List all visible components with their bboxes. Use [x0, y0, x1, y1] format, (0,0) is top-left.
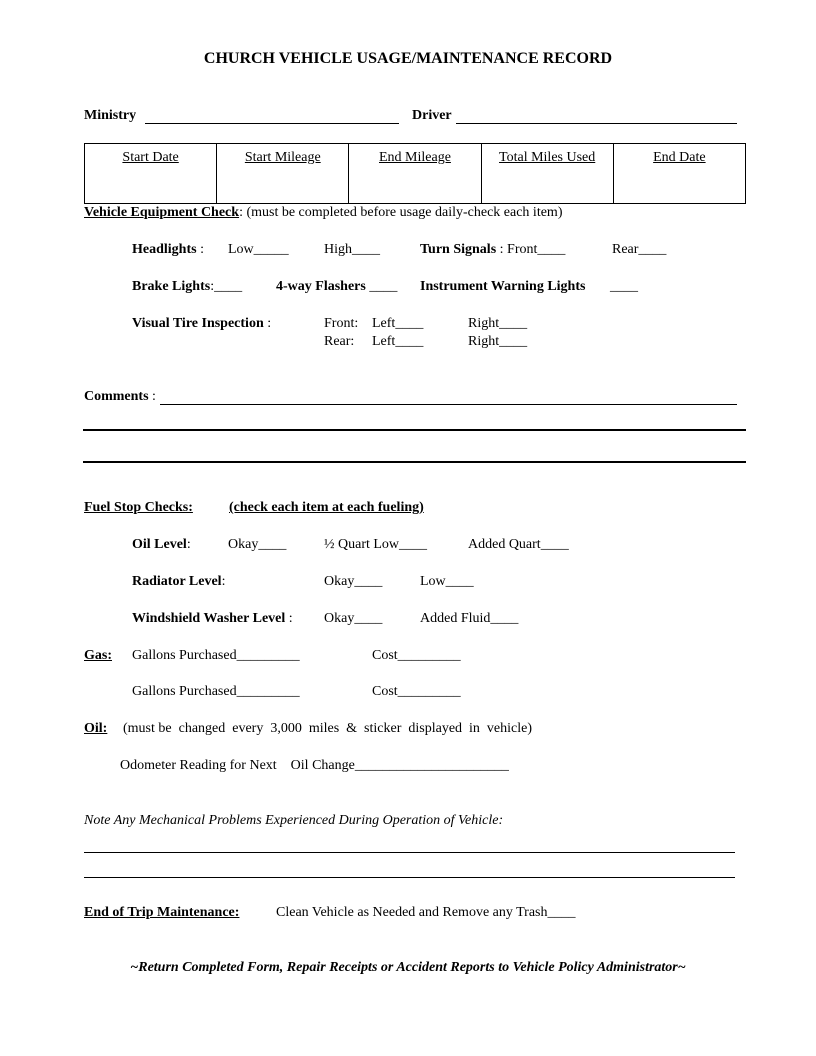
equipment-note: : (must be completed before usage daily-check each item) — [239, 205, 563, 220]
oil-level-group — [132, 537, 191, 553]
oil-half-quart-low[interactable]: ½ Quart Low____ — [324, 537, 428, 552]
gas-cost-1[interactable]: Cost_________ — [372, 648, 461, 663]
turn-signals-front[interactable]: : Front____ — [496, 242, 566, 257]
headlights-label: Headlights — [132, 242, 197, 257]
headlights-sep: : — [196, 242, 204, 257]
brake-lights-blank[interactable]: :____ — [210, 279, 243, 294]
headlights-low[interactable]: Low_____ — [228, 242, 289, 257]
washer-okay[interactable]: Okay____ — [324, 611, 383, 626]
tire-front-right[interactable]: Right____ — [468, 316, 528, 331]
tire-front-label: Front: — [324, 316, 359, 331]
column-header: Start Date — [122, 150, 179, 165]
tire-inspection-sep: : — [263, 316, 272, 331]
footer-instructions: ~Return Completed Form, Repair Receipts or Accident Reports to Vehicle Policy Administrator~ — [130, 960, 686, 975]
table-row — [85, 144, 746, 204]
radiator-label: Radiator Level — [132, 574, 222, 589]
turn-signals-label: Turn Signals — [420, 242, 497, 257]
column-header: Start Mileage — [244, 150, 321, 165]
ministry-field[interactable] — [145, 123, 399, 124]
fuel-note: (check each item at each fueling) — [229, 500, 424, 515]
comments-line-1[interactable] — [160, 404, 737, 405]
washer-sep: : — [285, 611, 293, 626]
end-of-trip-text[interactable]: Clean Vehicle as Needed and Remove any Trash____ — [276, 905, 576, 920]
oil-okay[interactable]: Okay____ — [228, 537, 287, 552]
flashers-group — [276, 279, 397, 295]
gas-cost-2[interactable]: Cost_________ — [372, 684, 461, 699]
turn-signals-group — [420, 242, 565, 258]
fuel-heading: Fuel Stop Checks: — [84, 500, 193, 515]
end-of-trip-label: End of Trip Maintenance: — [84, 905, 240, 920]
oil-level-label: Oil Level — [132, 537, 187, 552]
driver-label: Driver — [412, 108, 452, 123]
end-date-cell[interactable] — [613, 144, 745, 204]
warning-lights-blank[interactable]: ____ — [610, 279, 638, 294]
equipment-section-header — [84, 205, 562, 221]
mileage-table — [84, 143, 746, 204]
tire-inspection-group — [132, 316, 271, 332]
comments-line-2[interactable] — [83, 429, 746, 431]
oil-added-quart[interactable]: Added Quart____ — [468, 537, 569, 552]
mechanical-note: Note Any Mechanical Problems Experienced During Operation of Vehicle: — [84, 813, 504, 828]
flashers-label: 4-way Flashers — [276, 279, 366, 294]
radiator-sep: : — [221, 574, 226, 589]
start-date-cell[interactable] — [85, 144, 217, 204]
washer-group — [132, 611, 293, 627]
ministry-label: Ministry — [84, 108, 137, 123]
gas-label: Gas: — [84, 648, 112, 663]
end-mileage-cell[interactable] — [349, 144, 481, 204]
form-title: CHURCH VEHICLE USAGE/MAINTENANCE RECORD — [203, 50, 613, 67]
driver-field[interactable] — [456, 123, 737, 124]
washer-added-fluid[interactable]: Added Fluid____ — [420, 611, 519, 626]
turn-signals-rear[interactable]: Rear____ — [612, 242, 667, 257]
total-miles-cell[interactable] — [481, 144, 613, 204]
radiator-low[interactable]: Low____ — [420, 574, 474, 589]
brake-lights-group — [132, 279, 242, 295]
headlights-high[interactable]: High____ — [324, 242, 380, 257]
gas-gallons-1[interactable]: Gallons Purchased_________ — [132, 648, 300, 663]
odometer-next-oil-change[interactable]: Odometer Reading for Next Oil Change______________________ — [120, 758, 509, 773]
radiator-okay[interactable]: Okay____ — [324, 574, 383, 589]
tire-rear-label: Rear: — [324, 334, 355, 349]
tire-rear-right[interactable]: Right____ — [468, 334, 528, 349]
column-header: End Mileage — [379, 150, 451, 165]
flashers-blank[interactable]: ____ — [365, 279, 398, 294]
radiator-group — [132, 574, 225, 590]
column-header: End Date — [653, 150, 706, 165]
comments-label: Comments — [84, 389, 149, 404]
gas-gallons-2[interactable]: Gallons Purchased_________ — [132, 684, 300, 699]
washer-label: Windshield Washer Level — [132, 611, 286, 626]
tire-inspection-label: Visual Tire Inspection — [132, 316, 264, 331]
oil-note: (must be changed every 3,000 miles & sticker displayed in vehicle) — [123, 721, 533, 736]
warning-lights-label: Instrument Warning Lights — [420, 279, 586, 294]
mechanical-line-1[interactable] — [84, 852, 735, 853]
headlights-label-group — [132, 242, 204, 258]
comments-line-3[interactable] — [83, 461, 746, 463]
oil-level-sep: : — [186, 537, 191, 552]
tire-front-left[interactable]: Left____ — [372, 316, 424, 331]
oil-label: Oil: — [84, 721, 108, 736]
tire-rear-left[interactable]: Left____ — [372, 334, 424, 349]
start-mileage-cell[interactable] — [217, 144, 349, 204]
brake-lights-label: Brake Lights — [132, 279, 211, 294]
column-header: Total Miles Used — [499, 150, 596, 165]
equipment-heading: Vehicle Equipment Check — [84, 205, 240, 220]
comments-label-group — [84, 389, 156, 405]
comments-sep: : — [148, 389, 156, 404]
mechanical-line-2[interactable] — [84, 877, 735, 878]
